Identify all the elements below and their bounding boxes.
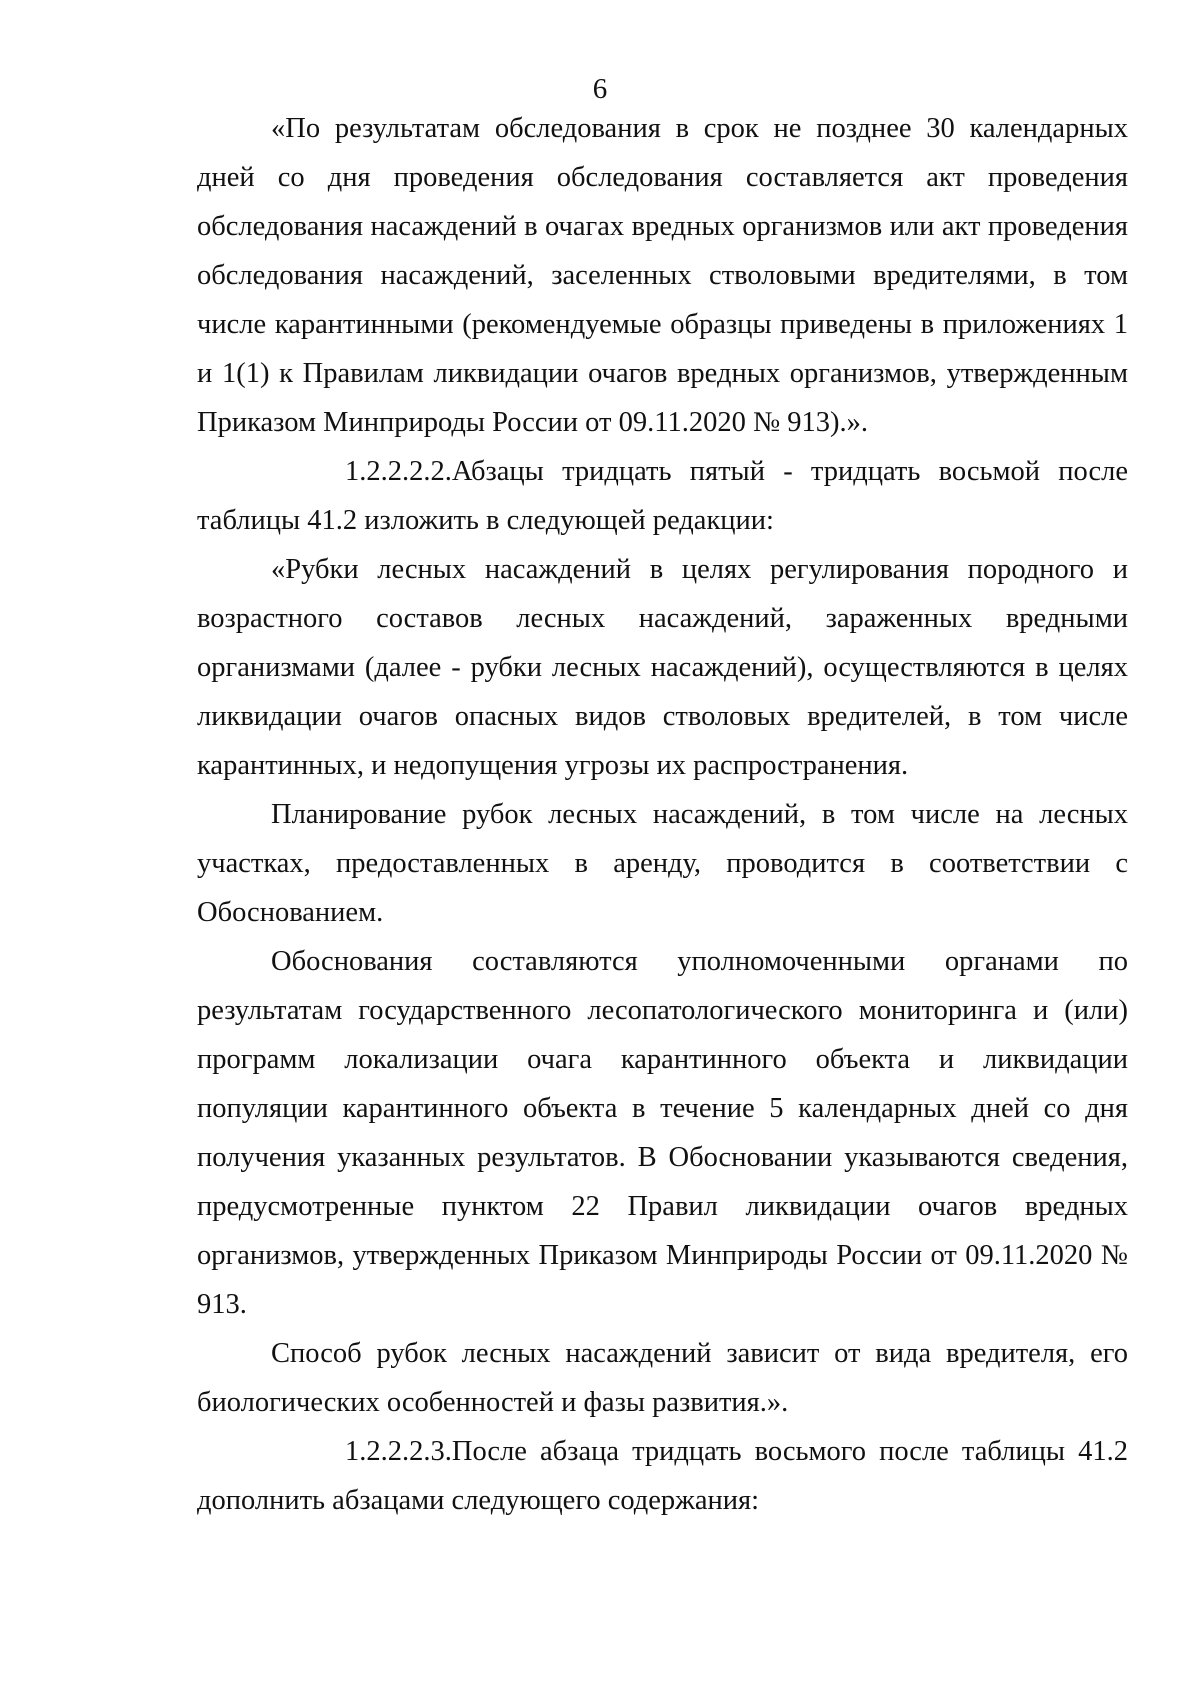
paragraph-6: Способ рубок лесных насаждений зависит от вида вредителя, его биологических особенностей и фазы развития.». [197, 1338, 1128, 1418]
paragraph-7-text: После абзаца тридцать восьмого после таблицы 41.2 дополнить абзацами следующего содержания: [197, 1436, 1128, 1516]
paragraph-5: Обоснования составляются уполномоченными органами по результатам государственного лесопатологического мониторинга и (или) программ локализации очага карантинного объекта и ликвидации популяции карантинного объекта в течение 5 календарных дней со дня получения указанных результатов. В Обосновании указываются сведения, предусмотренные пунктом 22 Правил ликвидации очагов вредных организмов, утвержденных Приказом Минприроды России от 09.11.2020 № 913. [197, 946, 1128, 1320]
clause-number: 1.2.2.2.3. [345, 1436, 452, 1467]
paragraph-2 [197, 447, 1128, 545]
paragraph-1: «По результатам обследования в срок не позднее 30 календарных дней со дня проведения обследования составляется акт проведения обследования насаждений в очагах вредных организмов или акт проведения обследования насаждений, заселенных стволовыми вредителями, в том числе карантинными (рекомендуемые образцы приведены в приложениях 1 и 1(1) к Правилам ликвидации очагов вредных организмов, утвержденным Приказом Минприроды России от 09.11.2020 № 913).». [197, 113, 1128, 438]
paragraph-3: «Рубки лесных насаждений в целях регулирования породного и возрастного составов лесных насаждений, зараженных вредными организмами (далее - рубки лесных насаждений), осуществляются в целях ликвидации очагов опасных видов стволовых вредителей, в том числе карантинных, и недопущения угрозы их распространения. [197, 554, 1128, 781]
document-body [197, 104, 1128, 1525]
paragraph-4: Планирование рубок лесных насаждений, в том числе на лесных участках, предоставленных в аренду, проводится в соответствии с Обоснованием. [197, 799, 1128, 928]
paragraph-7 [197, 1427, 1128, 1525]
page-number: 6 [592, 73, 608, 105]
paragraph-2-text: Абзацы тридцать пятый - тридцать восьмой после таблицы 41.2 изложить в следующей редакции: [197, 456, 1128, 536]
clause-number: 1.2.2.2.2. [345, 456, 452, 487]
